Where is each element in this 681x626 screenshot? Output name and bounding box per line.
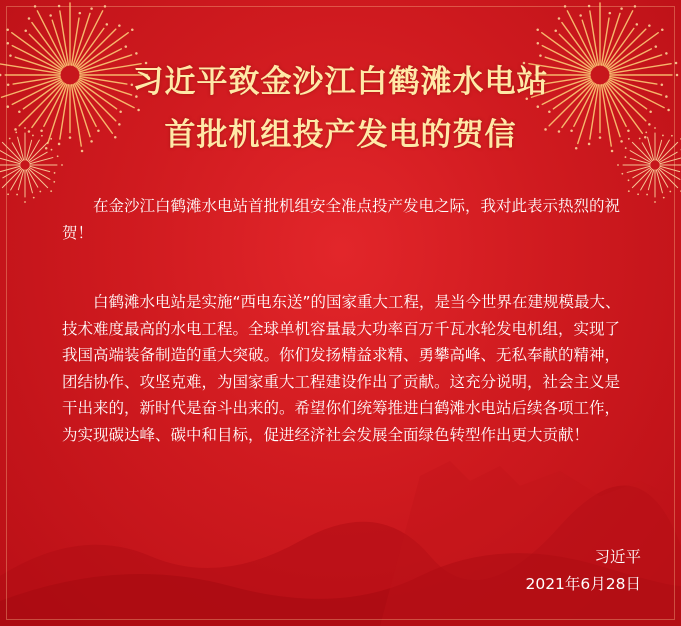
- letter-title-line1: 习近平致金沙江白鹤滩水电站: [132, 64, 549, 100]
- letter-date: 2021年6月28日: [525, 575, 641, 593]
- letter-title-line2: 首批机组投产发电的贺信: [164, 117, 517, 153]
- letter-paragraph-1: 在金沙江白鹤滩水电站首批机组安全准点投产发电之际，我对此表示热烈的祝贺！: [62, 197, 621, 242]
- letter-paragraph-2: 白鹤滩水电站是实施“西电东送”的国家重大工程，是当今世界在建规模最大、技术难度最高的水电工程。全球单机容量最大功率百万千瓦水轮发电机组，实现了我国高端装备制造的重大突破。你们发扬精益求精、勇攀高峰、无私奉献的精神，团结协作、攻坚克难，为国家重大工程建设作出了贡献。这充分说明，社会主义是干出来的，新时代是奋斗出来的。希望你们统筹推进白鹤滩水电站后续各项工作，为实现碳达峰、碳中和目标，促进经济社会发展全面绿色转型作出更大贡献！: [62, 293, 621, 444]
- letter-signature: 习近平: [594, 548, 641, 566]
